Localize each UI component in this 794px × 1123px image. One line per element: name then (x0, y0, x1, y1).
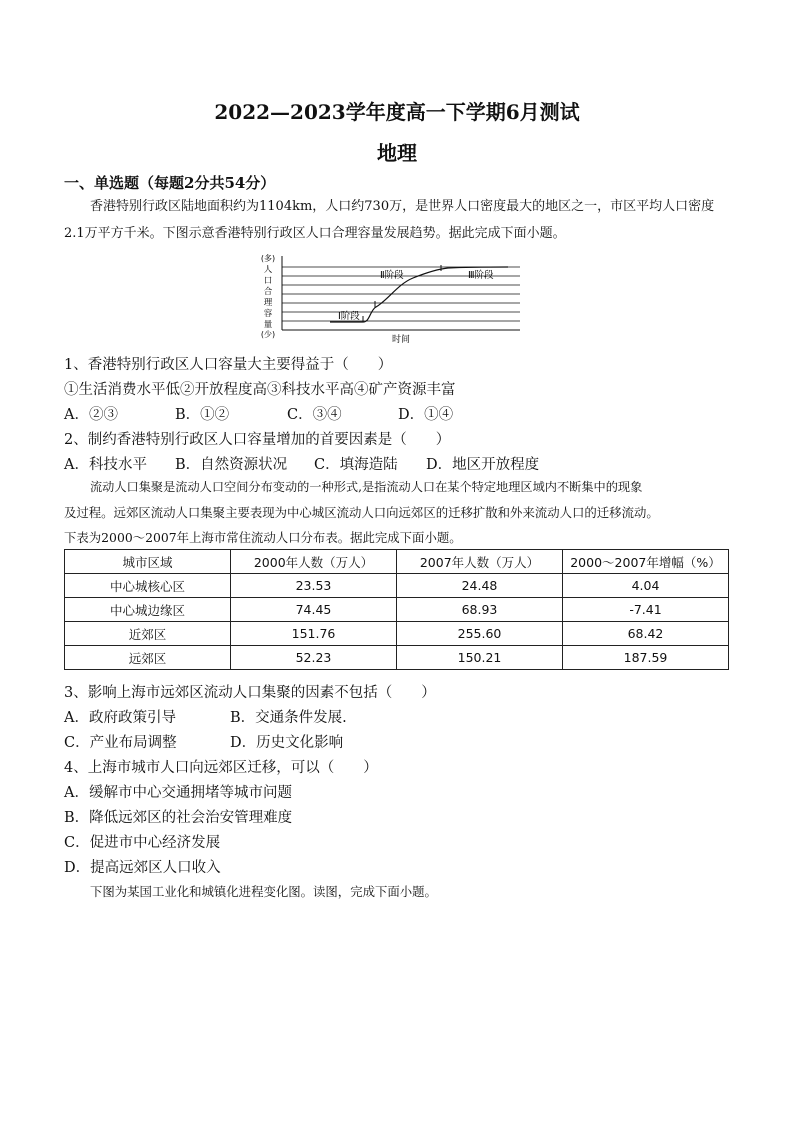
table-cell: -7.41 (563, 598, 729, 622)
q1-option-b[interactable]: B．①② (175, 407, 230, 423)
table-header-row (65, 550, 729, 574)
table-cell: 74.45 (231, 598, 397, 622)
q3-option-c[interactable]: C．产业布局调整 (64, 735, 177, 751)
passage2-line3: 下表为2000～2007年上海市常住流动人口分布表。据此完成下面小题。 (64, 530, 462, 545)
q3-option-b[interactable]: B．交通条件发展. (230, 710, 347, 726)
table-row (65, 598, 729, 622)
q1-option-a[interactable]: A．②③ (64, 407, 118, 423)
passage-hongkong: 香港特别行政区陆地面积约为1104km，人口约730万，是世界人口密度最大的地区之一，市区平均人口密度2.1万平方千米。下图示意香港特别行政区人口合理容量发展趋势。据此完成下面小题。 (64, 199, 715, 241)
table-cell: 68.93 (397, 598, 563, 622)
ylabel-char: 理 (263, 298, 273, 308)
q3-stem: 3、影响上海市远郊区流动人口集聚的因素不包括（ ） (64, 685, 436, 701)
q1-stem: 1、香港特别行政区人口容量大主要得益于（ ） (64, 357, 393, 373)
passage3: 下图为某国工业化和城镇化进程变化图。读图，完成下面小题。 (90, 884, 437, 899)
q4-option-b[interactable]: B．降低远郊区的社会治安管理难度 (64, 810, 293, 826)
section-heading: 一、单选题（每题2分共54分） (64, 174, 276, 192)
q2-option-d[interactable]: D．地区开放程度 (426, 457, 540, 473)
stage-label-2: Ⅱ阶段 (380, 270, 404, 281)
passage2-line2: 及过程。远郊区流动人口集聚主要表现为中心城区流动人口向远郊区的迁移扩散和外来流动人口的迁移流动。 (64, 505, 659, 520)
table-cell: 远郊区 (65, 646, 231, 670)
ylabel-char: 量 (263, 320, 273, 330)
subject-title: 地理 (377, 141, 417, 165)
q2-stem: 2、制约香港特别行政区人口容量增加的首要因素是（ ） (64, 432, 451, 448)
q3-option-a[interactable]: A．政府政策引导 (64, 710, 176, 726)
table-cell: 150.21 (397, 646, 563, 670)
table-header: 2000年人数（万人） (231, 550, 397, 574)
x-axis-label: 时间 (391, 335, 411, 344)
q2-option-a[interactable]: A．科技水平 (64, 457, 147, 473)
table-cell: 23.53 (231, 574, 397, 598)
table-cell: 255.60 (397, 622, 563, 646)
q2-option-b[interactable]: B．自然资源状况 (175, 457, 288, 473)
table-cell: 中心城边缘区 (65, 598, 231, 622)
ylabel-char: 合 (263, 287, 273, 297)
table-cell: 4.04 (563, 574, 729, 598)
ylabel-char: 人 (263, 265, 273, 275)
passage2-line1: 流动人口集聚是流动人口空间分布变动的一种形式,是指流动人口在某个特定地理区域内不断集中的现象 (90, 480, 643, 494)
y-axis-label (261, 253, 275, 339)
table-cell: 中心城核心区 (65, 574, 231, 598)
table-cell: 151.76 (231, 622, 397, 646)
q2-option-c[interactable]: C．填海造陆 (314, 457, 398, 473)
table-header: 2000～2007年增幅（%） (563, 550, 729, 574)
table-header: 城市区域 (65, 550, 231, 574)
page-title: 2022—2023学年度高一下学期6月测试 (214, 100, 580, 124)
q1-option-c[interactable]: C．③④ (287, 407, 342, 423)
ylabel-char: (少) (260, 330, 276, 339)
ylabel-char: (多) (260, 254, 276, 263)
table-header: 2007年人数（万人） (397, 550, 563, 574)
population-capacity-chart (258, 252, 528, 344)
ylabel-char: 口 (263, 276, 273, 286)
q4-option-a[interactable]: A．缓解市中心交通拥堵等城市问题 (64, 785, 292, 801)
table-cell: 52.23 (231, 646, 397, 670)
q3-option-d[interactable]: D．历史文化影响 (230, 735, 344, 751)
table-cell: 187.59 (563, 646, 729, 670)
ylabel-char: 容 (263, 309, 273, 319)
table-cell: 68.42 (563, 622, 729, 646)
stage-label-1: Ⅰ阶段 (338, 311, 360, 322)
q4-option-d[interactable]: D．提高远郊区人口收入 (64, 860, 221, 876)
q4-stem: 4、上海市城市人口向远郊区迁移，可以（ ） (64, 760, 378, 776)
table-row (65, 574, 729, 598)
q1-items: ①生活消费水平低②开放程度高③科技水平高④矿产资源丰富 (64, 382, 456, 398)
stage-label-3: Ⅲ阶段 (468, 270, 494, 281)
migrant-population-table (64, 549, 729, 670)
q1-option-d[interactable]: D．①④ (398, 407, 454, 423)
table-row (65, 646, 729, 670)
table-cell: 24.48 (397, 574, 563, 598)
q4-option-c[interactable]: C．促进市中心经济发展 (64, 835, 221, 851)
table-row (65, 622, 729, 646)
table-cell: 近郊区 (65, 622, 231, 646)
